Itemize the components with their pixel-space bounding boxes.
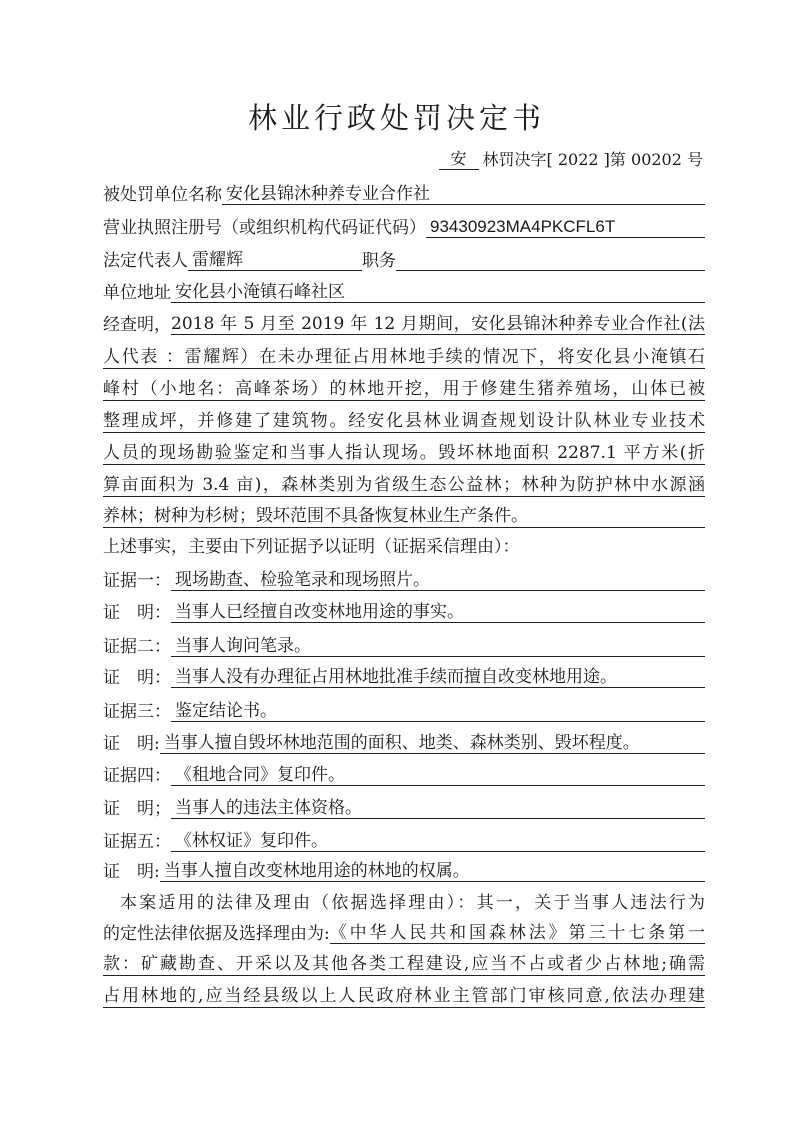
evidence-row [103, 830, 705, 852]
evidence-row [103, 635, 705, 657]
document-number-text: 林罚决字[ 2022 ]第 00202 号 [482, 150, 703, 169]
evidence-label: 证 明： [103, 668, 171, 688]
license-row [103, 216, 705, 238]
findings-line: 人员的现场勘验鉴定和当事人指认现场。毁坏林地面积 2287.1 平方米(折 [103, 443, 705, 463]
findings-line: 算亩面积为 3.4 亩)，森林类别为省级生态公益林；林种为防护林中水源涵 [103, 475, 705, 495]
law-line: 占用林地的,应当经县级以上人民政府林业主管部门审核同意,依法办理建 [103, 986, 705, 1006]
evidence-label: 证 明: [103, 862, 160, 882]
evidence-text: 当事人询问笔录。 [171, 636, 705, 657]
evidence-label: 证据二： [103, 637, 171, 657]
findings-line: 养林；树种为杉树；毁坏范围不具备恢复林业生产条件。 [103, 505, 705, 528]
representative-row [103, 249, 705, 271]
evidence-label: 证据三： [103, 702, 171, 722]
findings-line: 峰村（小地名：高峰茶场）的林地开挖，用于修建生猪养殖场，山体已被 [103, 379, 705, 399]
evidence-row [103, 860, 705, 882]
unit-name-row [103, 183, 705, 205]
representative-label: 法定代表人 [103, 251, 188, 271]
unit-name-label: 被处罚单位名称 [103, 185, 222, 205]
evidence-label: 证 明： [103, 603, 171, 623]
evidence-text: 当事人没有办理征占用林地批准手续而擅自改变林地用途。 [171, 667, 705, 688]
findings-line: 人代表 ：雷耀辉）在未办理征占用林地手续的情况下，将安化县小淹镇石 [103, 347, 705, 367]
evidence-row [103, 764, 705, 786]
evidence-text: 当事人擅自毁坏林地范围的面积、地类、森林类别、毁坏程度。 [160, 733, 705, 754]
findings-line [103, 313, 705, 335]
address-row [103, 281, 705, 303]
evidence-text: 当事人擅自改变林地用途的林地的权属。 [160, 861, 705, 882]
evidence-row [103, 797, 705, 819]
law-citation: 《中华人民共和国森林法》第三十七条第一 [329, 923, 705, 943]
evidence-text: 现场勘查、检验笔录和现场照片。 [171, 570, 705, 591]
address-value: 安化县小淹镇石峰社区 [171, 282, 705, 303]
county-abbr: 安 [439, 146, 479, 170]
law-line [103, 922, 705, 944]
license-label: 营业执照注册号（或组织机构代码证代码） [103, 218, 426, 238]
unit-name-value: 安化县锦沐种养专业合作社 [222, 184, 705, 205]
evidence-row [103, 569, 705, 591]
evidence-text: 当事人已经擅自改变林地用途的事实。 [171, 602, 705, 623]
findings-line: 整理成坪，并修建了建筑物。经安化县林业调查规划设计队林业专业技术 [103, 411, 705, 431]
findings-text: 2018 年 5 月至 2019 年 12 月期间，安化县锦沐种养专业合作社(法 [171, 314, 705, 334]
evidence-row [103, 666, 705, 688]
evidence-row [103, 601, 705, 623]
position-label: 职务 [362, 251, 396, 271]
law-prefix: 的定性法律依据及选择理由为: [103, 924, 330, 944]
license-value: 93430923MA4PKCFL6T [426, 217, 705, 238]
evidence-text: 《租地合同》复印件。 [171, 765, 705, 786]
evidence-text: 鉴定结论书。 [171, 701, 705, 722]
evidence-label: 证 明； [103, 799, 171, 819]
position-value [396, 270, 705, 271]
evidence-intro: 上述事实，主要由下列证据予以证明（证据采信理由）： [103, 537, 520, 557]
document-title: 林业行政处罚决定书 [247, 101, 545, 135]
address-label: 单位地址 [103, 283, 171, 303]
findings-prefix: 经查明， [103, 315, 171, 335]
law-line: 本案适用的法律及理由（依据选择理由）：其一，关于当事人违法行为 [120, 893, 705, 913]
evidence-text: 《林权证》复印件。 [171, 831, 705, 852]
evidence-label: 证据五： [103, 832, 171, 852]
evidence-label: 证 明: [103, 734, 160, 754]
evidence-text: 当事人的违法主体资格。 [171, 798, 705, 819]
evidence-row [103, 732, 705, 754]
evidence-row [103, 700, 705, 722]
document-number [439, 146, 703, 170]
evidence-label: 证据四： [103, 766, 171, 786]
law-line: 款：矿藏勘查、开采以及其他各类工程建设,应当不占或者少占林地;确需 [103, 954, 705, 974]
evidence-label: 证据一： [103, 571, 171, 591]
representative-value: 雷耀辉 [188, 250, 362, 271]
